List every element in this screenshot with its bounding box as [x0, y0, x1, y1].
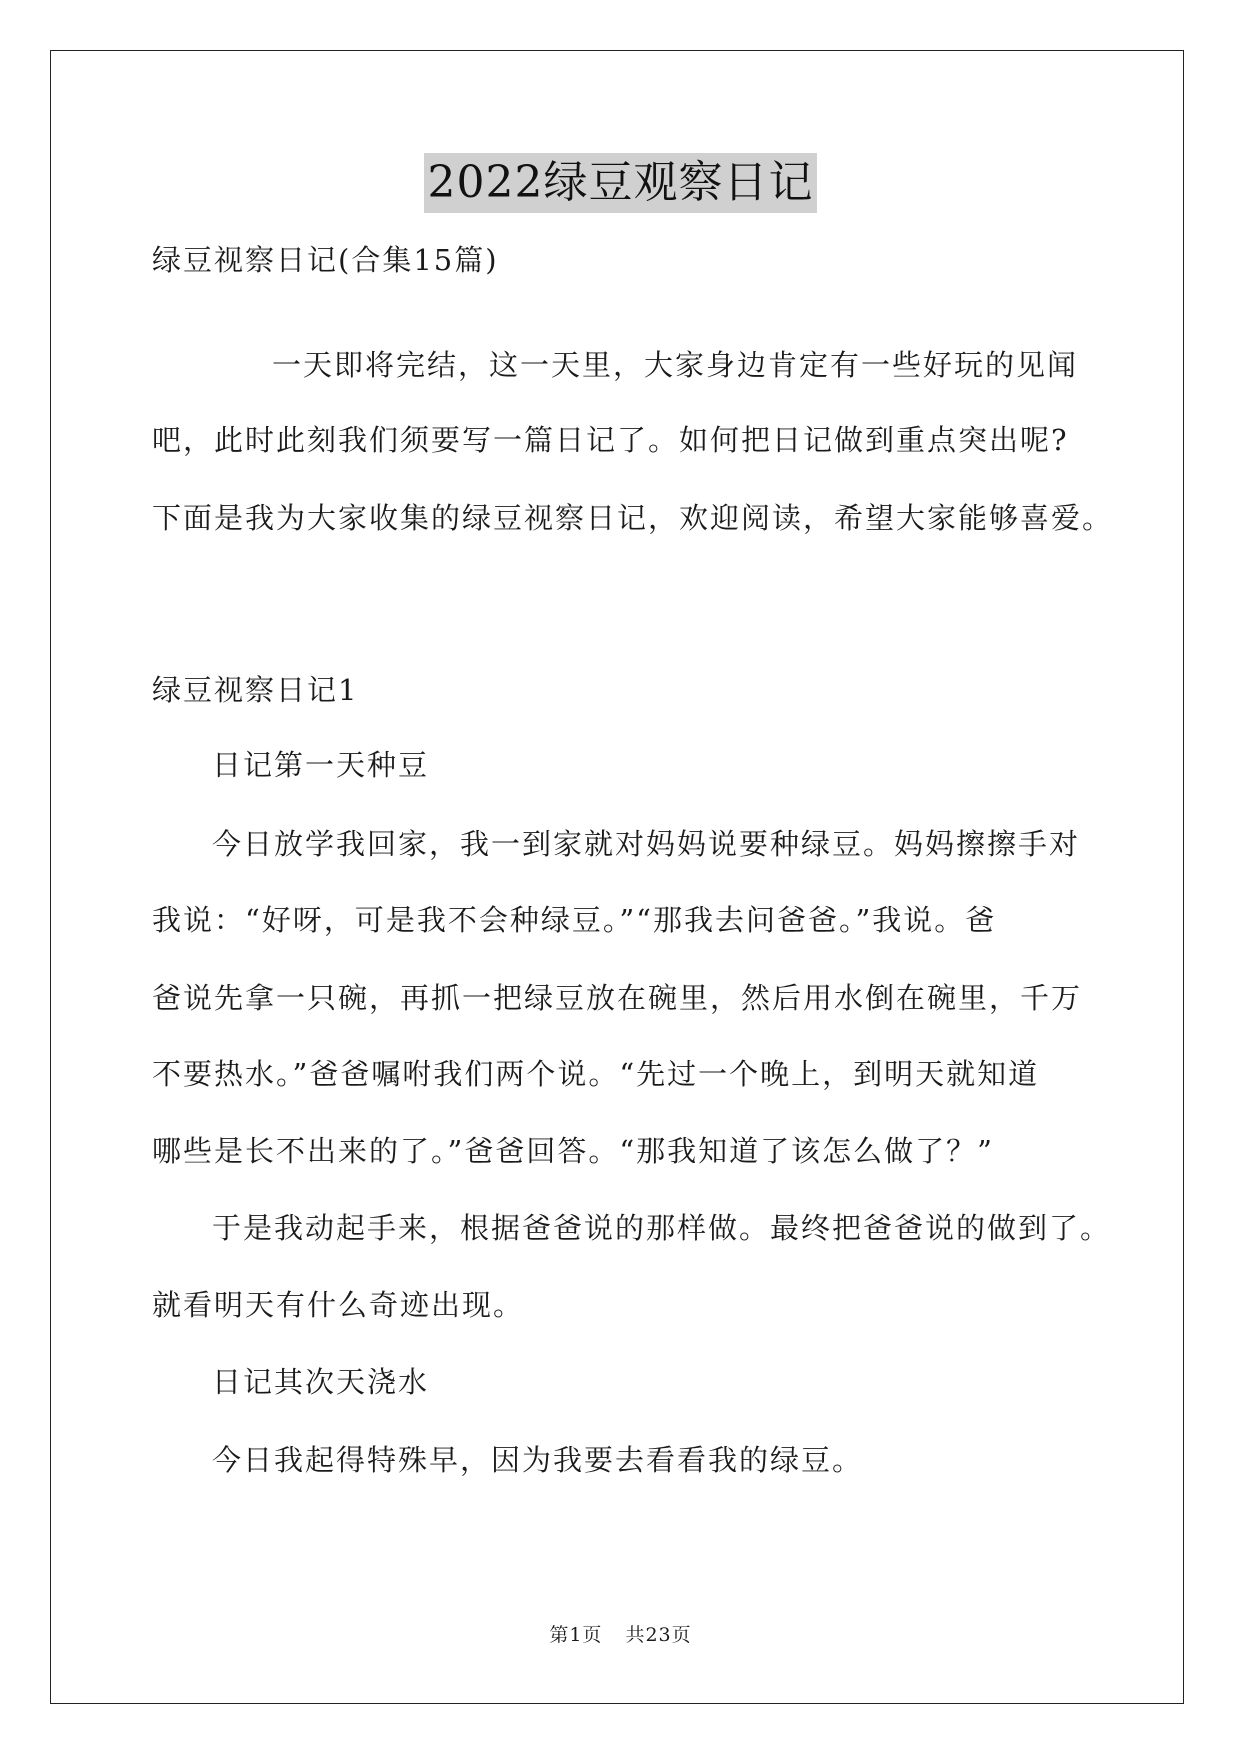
paragraph-line: 就看明天有什么奇迹出现。 — [152, 1288, 525, 1322]
paragraph-line: 于是我动起手来，根据爸爸说的那样做。最终把爸爸说的做到了。 — [212, 1211, 1112, 1245]
section-heading-1: 绿豆视察日记1 — [152, 673, 359, 707]
page-number: 第1页 — [549, 1624, 603, 1646]
paragraph-line: 爸说先拿一只碗，再抓一把绿豆放在碗里，然后用水倒在碗里，千万 — [152, 981, 1083, 1015]
paragraph-line: 哪些是长不出来的了。”爸爸回答。“那我知道了该怎么做了？” — [152, 1134, 994, 1168]
paragraph-line: 不要热水。”爸爸嘱咐我们两个说。“先过一个晚上，到明天就知道 — [152, 1057, 1040, 1091]
page-footer — [0, 1622, 1241, 1648]
intro-line-1: 一天即将完结，这一天里，大家身边肯定有一些好玩的见闻 — [272, 348, 1079, 382]
diary-day2-heading: 日记其次天浇水 — [212, 1365, 430, 1399]
paragraph-line: 我说：“好呀，可是我不会种绿豆。”“那我去问爸爸。”我说。爸 — [152, 903, 997, 937]
intro-line-3: 下面是我为大家收集的绿豆视察日记，欢迎阅读，希望大家能够喜爱。 — [152, 501, 1114, 535]
paragraph-line: 今日放学我回家，我一到家就对妈妈说要种绿豆。妈妈擦擦手对 — [212, 827, 1081, 861]
page-total: 共23页 — [625, 1624, 692, 1646]
subtitle-line: 绿豆视察日记(合集15篇) — [152, 243, 499, 277]
intro-line-2: 吧，此时此刻我们须要写一篇日记了。如何把日记做到重点突出呢? — [152, 423, 1069, 457]
diary-day1-heading: 日记第一天种豆 — [212, 748, 430, 782]
title-container — [0, 153, 1241, 213]
document-title: 2022绿豆观察日记 — [424, 153, 818, 213]
paragraph-line: 今日我起得特殊早，因为我要去看看我的绿豆。 — [212, 1443, 864, 1477]
